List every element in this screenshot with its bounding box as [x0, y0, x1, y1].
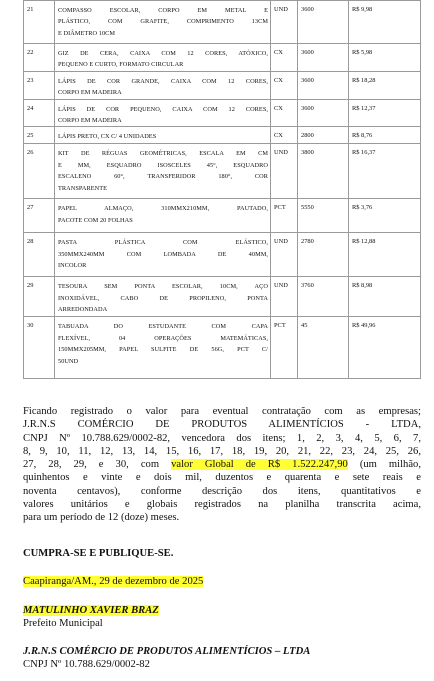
- item-unit: UND: [271, 233, 298, 277]
- description-line: E DIÂMETRO 10CM: [58, 29, 116, 37]
- item-description: [55, 277, 271, 317]
- description-line: CORPO EM MADEIRA: [58, 117, 122, 125]
- closing-line: quinhentos e vinte e dois mil, duzentos e quarenta e sete reais e: [23, 472, 421, 484]
- closing-line: valores unitários e globais registrados na planilha transcrita acima,: [23, 499, 421, 511]
- cumpra-se-heading: CUMPRA-SE E PUBLIQUE-SE.: [23, 548, 174, 559]
- item-number: 26: [24, 144, 55, 199]
- closing-paragraph: [23, 405, 421, 525]
- description-line: PAPEL ALMAÇO, 310MMX210MM, PAUTADO,: [58, 205, 268, 213]
- description-line: LÁPIS DE COR PEQUENO, CAIXA COM 12 CORES,: [58, 105, 268, 113]
- item-number: 23: [24, 71, 55, 99]
- item-quantity: 2780: [298, 233, 349, 277]
- description-line: E MM, ESQUADRO ISOSCELES 45°, ESQUADRO: [58, 161, 268, 169]
- item-description: [55, 99, 271, 127]
- item-unit-price: R$ 18,28: [349, 71, 421, 99]
- description-line: TESOURA SEM PONTA ESCOLAR, 10CM, AÇO: [58, 283, 268, 291]
- item-description: [55, 317, 271, 379]
- table-row: [24, 144, 421, 199]
- description-line: FLEXÍVEL, 04 OPERAÇÕES MATEMÁTICAS,: [58, 334, 268, 342]
- table-row: [24, 99, 421, 127]
- item-quantity: 5550: [298, 199, 349, 233]
- item-description: [55, 144, 271, 199]
- table-row: [24, 317, 421, 379]
- item-quantity: 3800: [298, 144, 349, 199]
- items-table: [23, 0, 421, 379]
- description-line: INOXIDÁVEL, CABO DE PROPILENO, PONTA: [58, 294, 268, 302]
- table-row: [24, 1, 421, 44]
- item-unit: CX: [271, 99, 298, 127]
- item-unit: CX: [271, 44, 298, 72]
- description-line: KIT DE RÉGUAS GEOMÉTRICAS, ESCALA EM CM: [58, 150, 268, 158]
- closing-line: J.R.N.S COMÉRCIO DE PRODUTOS ALIMENTÍCIOS - LTDA,: [23, 419, 421, 431]
- item-unit-price: R$ 8,98: [349, 277, 421, 317]
- item-quantity: 3600: [298, 44, 349, 72]
- closing-text: 27, 28, 29, e 30, com: [23, 459, 172, 471]
- description-line: TABUADA DO ESTUDANTE COM CAPA: [58, 323, 268, 331]
- item-number: 22: [24, 44, 55, 72]
- description-line: PEQUENO E CURTO, FORMATO CIRCULAR: [58, 61, 184, 69]
- item-number: 28: [24, 233, 55, 277]
- item-unit-price: R$ 12,88: [349, 233, 421, 277]
- table-row: [24, 44, 421, 72]
- description-line: 150MMX205MM, PAPEL SULFITE DE 56G, PCT C/: [58, 346, 268, 354]
- item-number: 25: [24, 127, 55, 144]
- description-line: LÁPIS PRETO, CX C/ 4 UNIDADES: [58, 133, 157, 141]
- item-number: 24: [24, 99, 55, 127]
- item-unit: UND: [271, 277, 298, 317]
- items-table-body: [24, 1, 421, 379]
- table-row: [24, 127, 421, 144]
- item-unit-price: R$ 49,96: [349, 317, 421, 379]
- item-unit: PCT: [271, 317, 298, 379]
- item-quantity: 3600: [298, 99, 349, 127]
- item-number: 21: [24, 1, 55, 44]
- item-description: [55, 44, 271, 72]
- description-line: PLÁSTICO, COM GRAFITE, COMPRIMENTO 13CM: [58, 18, 268, 26]
- closing-line: noventa centavos), conforme descrição dos itens, quantitativos e: [23, 485, 421, 497]
- signer-name: MATULINHO XAVIER BRAZ: [23, 605, 159, 616]
- closing-line: Ficando registrado o valor para eventual contratação com as empresas;: [23, 406, 421, 417]
- company-cnpj: CNPJ Nº 10.788.629/0002-82: [23, 659, 150, 670]
- item-quantity: 2800: [298, 127, 349, 144]
- closing-line: 8, 9, 10, 11, 12, 13, 14, 15, 16, 17, 18, 19, 20, 21, 22, 23, 24, 25, 26,: [23, 445, 421, 457]
- item-unit: UND: [271, 1, 298, 44]
- item-description: [55, 1, 271, 44]
- description-line: INCOLOR: [58, 262, 87, 270]
- company-name: J.R.N.S COMÉRCIO DE PRODUTOS ALIMENTÍCIOS – LTDA: [23, 646, 311, 657]
- description-line: COMPASSO ESCOLAR, CORPO EM METAL E: [58, 7, 268, 14]
- item-number: 27: [24, 199, 55, 233]
- item-unit-price: R$ 16,37: [349, 144, 421, 199]
- description-line: ARREDONDADA: [58, 306, 108, 314]
- description-line: CORPO EM MADEIRA: [58, 89, 122, 97]
- description-line: ESCALENO 60°, TRANSFERIDOR 180°, COR: [58, 173, 268, 181]
- description-line: PACOTE COM 20 FOLHAS: [58, 216, 133, 224]
- description-line: 350MMX240MM COM LOMBADA DE 40MM,: [58, 250, 268, 258]
- item-unit-price: R$ 9,98: [349, 1, 421, 44]
- signer-title: Prefeito Municipal: [23, 618, 103, 629]
- item-description: [55, 233, 271, 277]
- item-unit-price: R$ 12,37: [349, 99, 421, 127]
- item-description: [55, 199, 271, 233]
- place-date: [23, 575, 203, 588]
- closing-text: (um milhão,: [347, 459, 421, 471]
- place-date-text: Caapiranga/AM., 29 de dezembro de 2025: [23, 576, 204, 587]
- description-line: GIZ DE CERA, CAIXA COM 12 CORES, ATÓXICO,: [58, 50, 268, 57]
- item-unit-price: R$ 3,76: [349, 199, 421, 233]
- item-number: 30: [24, 317, 55, 379]
- item-description: [55, 71, 271, 99]
- table-row: [24, 71, 421, 99]
- item-number: 29: [24, 277, 55, 317]
- item-description: [55, 127, 271, 144]
- description-line: LÁPIS DE COR GRANDE, CAIXA COM 12 CORES,: [58, 77, 268, 85]
- description-line: 50UND: [58, 357, 79, 365]
- item-quantity: 3600: [298, 71, 349, 99]
- signature-block: [23, 604, 159, 630]
- item-unit: PCT: [271, 199, 298, 233]
- description-line: TRANSPARENTE: [58, 184, 108, 192]
- item-quantity: 3760: [298, 277, 349, 317]
- closing-line: CNPJ Nº 10.788.629/0002-82, vencedora dos itens; 1, 2, 3, 4, 5, 6, 7,: [23, 432, 421, 444]
- item-unit-price: R$ 8,76: [349, 127, 421, 144]
- closing-line: para um período de 12 (doze) meses.: [23, 512, 180, 524]
- item-unit: UND: [271, 144, 298, 199]
- item-quantity: 45: [298, 317, 349, 379]
- item-unit: CX: [271, 71, 298, 99]
- table-row: [24, 199, 421, 233]
- item-unit: CX: [271, 127, 298, 144]
- closing-line: [23, 458, 421, 471]
- item-quantity: 3600: [298, 1, 349, 44]
- table-row: [24, 277, 421, 317]
- table-row: [24, 233, 421, 277]
- description-line: PASTA PLÁSTICA COM ELÁSTICO,: [58, 239, 268, 247]
- global-value-highlight: valor Global de R$ 1.522.247,90: [171, 459, 348, 471]
- company-block: [23, 645, 310, 671]
- item-unit-price: R$ 5,98: [349, 44, 421, 72]
